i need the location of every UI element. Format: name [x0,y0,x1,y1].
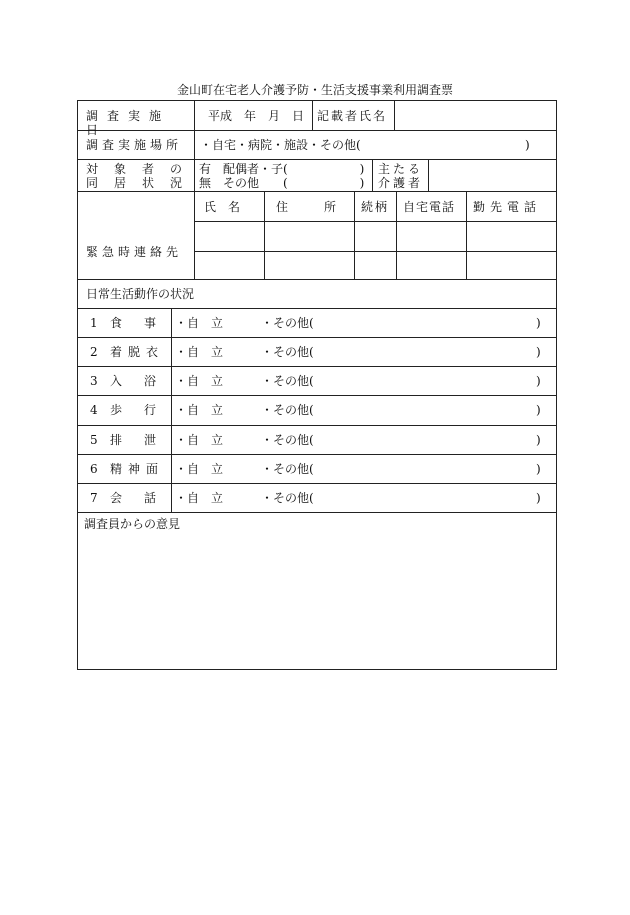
emergency-header-home-phone: 自宅電話 [403,200,456,214]
adl-num: 3 [90,374,98,388]
row-divider [78,191,556,192]
adl-other: ・その他( [261,316,314,330]
adl-close-paren: ) [536,433,541,447]
adl-num: 2 [90,345,98,359]
emergency-label: 緊急時連絡先 [86,245,183,259]
row-divider [78,366,556,367]
column-divider [264,191,265,279]
adl-other: ・その他( [261,345,314,359]
cohab-label-line1: 対象者の [86,162,199,176]
adl-label: 歩行 [110,403,179,417]
column-divider [394,101,395,130]
emergency-header-relation: 続柄 [361,200,390,214]
row-divider [78,337,556,338]
adl-other: ・その他( [261,462,314,476]
place-close-paren: ) [525,138,530,152]
adl-close-paren: ) [536,345,541,359]
adl-independent: ・自 立 [175,462,224,476]
row-divider [194,221,556,222]
adl-num: 6 [90,462,98,476]
opinion-label: 調査員からの意見 [84,517,181,531]
adl-heading: 日常生活動作の状況 [86,287,195,301]
adl-close-paren: ) [536,374,541,388]
date-label [86,109,186,137]
adl-close-paren: ) [536,403,541,417]
column-divider [372,159,373,191]
row-divider [78,279,556,280]
adl-num: 7 [90,491,98,505]
emergency-header-address: 住 所 [276,200,337,214]
row-divider [78,395,556,396]
adl-independent: ・自 立 [175,491,224,505]
adl-independent: ・自 立 [175,433,224,447]
adl-independent: ・自 立 [175,316,224,330]
row-divider [194,251,556,252]
place-options: ・自宅・病院・施設・その他( [200,138,361,152]
adl-label: 排泄 [110,433,179,447]
row-divider [78,512,556,513]
adl-other: ・その他( [261,403,314,417]
emergency-header-work-phone: 勤先電話 [473,200,542,214]
adl-label: 食事 [110,316,179,330]
adl-independent: ・自 立 [175,403,224,417]
cohab-without-option: 無 その他 ( ) [199,176,365,190]
adl-close-paren: ) [536,316,541,330]
row-divider [78,308,556,309]
adl-other: ・その他( [261,433,314,447]
adl-label: 精神面 [110,462,165,476]
cohab-with-option: 有 配偶者・子( ) [199,162,365,176]
row-divider [78,483,556,484]
adl-independent: ・自 立 [175,374,224,388]
date-value: 平成 年 月 日 [208,109,305,123]
column-divider [312,101,313,130]
emergency-header-name: 氏 名 [204,200,241,214]
adl-other: ・その他( [261,374,314,388]
adl-num: 4 [90,403,98,417]
adl-close-paren: ) [536,462,541,476]
row-divider [78,454,556,455]
adl-label: 入浴 [110,374,179,388]
column-divider [396,191,397,279]
survey-form [77,100,557,670]
column-divider [428,159,429,191]
main-carer-line1: 主たる [378,162,424,176]
adl-num: 1 [90,316,98,330]
column-divider [194,101,195,279]
row-divider [78,159,556,160]
main-carer-line2: 介護者 [378,176,424,190]
column-divider [354,191,355,279]
adl-independent: ・自 立 [175,345,224,359]
adl-close-paren: ) [536,491,541,505]
form-title: 金山町在宅老人介護予防・生活支援事業利用調査票 [176,83,453,97]
recorder-label: 記載者氏名 [317,109,388,123]
adl-label: 会話 [110,491,179,505]
adl-num: 5 [90,433,98,447]
column-divider [466,191,467,279]
cohab-label-line2: 同居状況 [86,176,199,190]
place-label: 調査実施場所 [86,138,183,152]
row-divider [78,425,556,426]
char: 調査実施日 [86,109,171,137]
adl-other: ・その他( [261,491,314,505]
adl-label: 着脱衣 [110,345,165,359]
